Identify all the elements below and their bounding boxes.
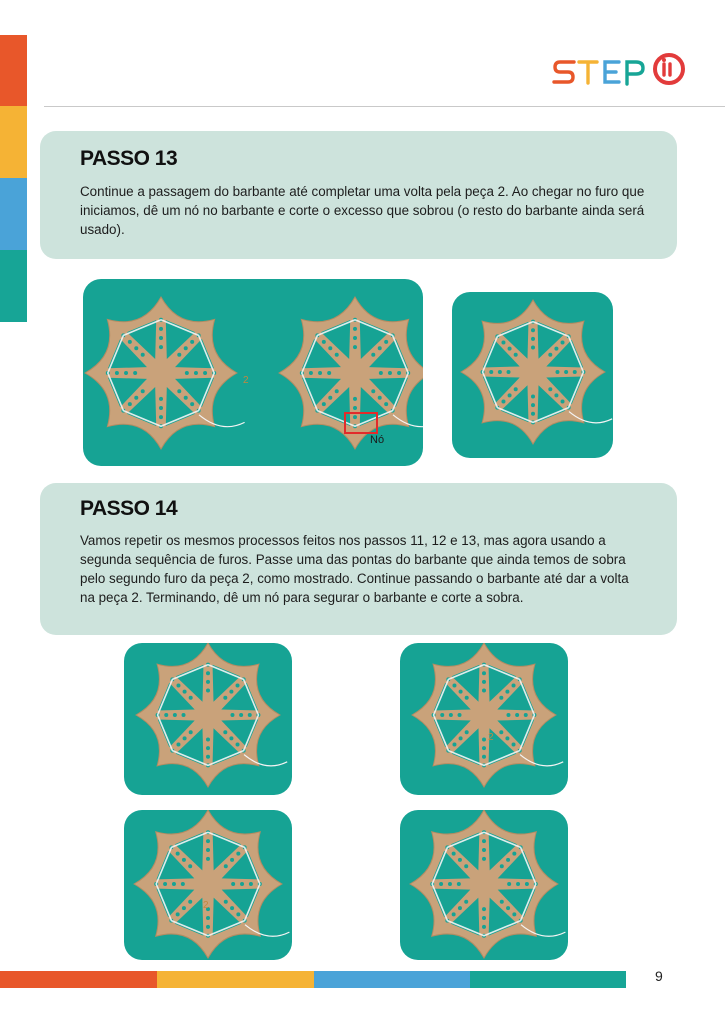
- side-bar-orange: [0, 35, 27, 106]
- step-14-photo-4: [400, 810, 568, 960]
- step-14-photo-3: [124, 810, 292, 960]
- piece-number-label-3: 2: [203, 900, 209, 911]
- spider-web-piece-f: [400, 810, 568, 960]
- step-logo: [552, 50, 687, 94]
- bottom-bar-blue: [314, 971, 470, 988]
- step-13-box: [40, 131, 677, 259]
- side-bar-yellow: [0, 106, 27, 178]
- knot-label: Nó: [370, 434, 385, 446]
- spider-web-piece-c: [124, 643, 292, 795]
- step-14-photo-1: [124, 643, 292, 795]
- step-13-photo-single: [452, 292, 613, 458]
- header-divider: [44, 106, 725, 107]
- piece-number-label-2: 2: [488, 732, 494, 743]
- side-bar-blue: [0, 178, 27, 250]
- bottom-bar-yellow: [157, 971, 314, 988]
- step-14-photo-2: [400, 643, 568, 795]
- bottom-bar-teal: [470, 971, 626, 988]
- page-number: 9: [655, 968, 663, 984]
- step-14-title: PASSO 14: [80, 497, 178, 520]
- step-13-title: PASSO 13: [80, 147, 178, 170]
- bottom-bar-orange: [0, 971, 157, 988]
- spider-web-piece-e: [124, 810, 292, 960]
- side-bar-teal: [0, 250, 27, 322]
- spider-web-piece-d: [400, 643, 568, 795]
- step-13-photo-pair: [83, 279, 423, 466]
- step-14-body: Vamos repetir os mesmos processos feitos nos passos 11, 12 e 13, mas agora usando a segunda sequência de furos. Passe uma das pontas do barbante que ainda temos de sobra pelo segundo furo da peça 2, como mostrado. Continue passando o barbante até dar a volta na peça 2. Terminando, dê um nó para segurar o barbante e corte a sobra.: [80, 533, 629, 605]
- piece-number-label: 2: [243, 375, 249, 386]
- step-13-body: Continue a passagem do barbante até completar uma volta pela peça 2. Ao chegar no furo que iniciamos, dê um nó no barbante e corte o excesso que sobrou (o resto do barbante ainda será usado).: [80, 184, 645, 237]
- step-14-box: [40, 483, 677, 635]
- spider-web-piece-b: [452, 292, 613, 458]
- step-logo-mark: [552, 50, 692, 94]
- knot-highlight-box: [344, 412, 378, 434]
